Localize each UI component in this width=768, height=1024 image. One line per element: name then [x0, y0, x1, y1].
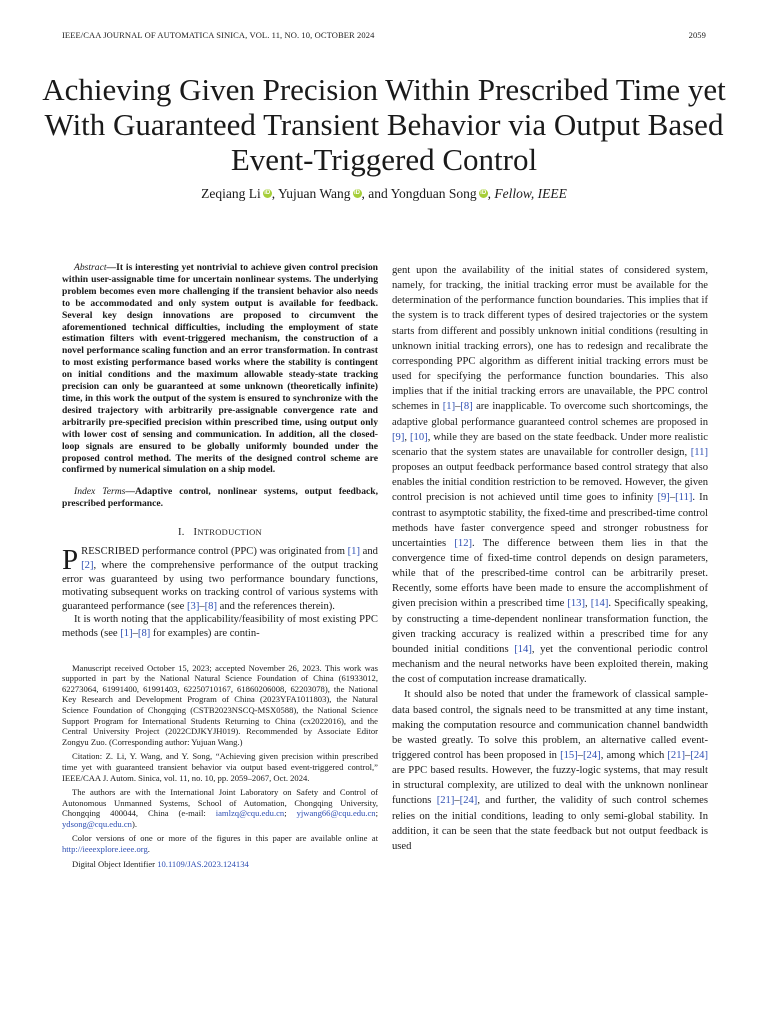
citation-link[interactable]: [1] — [120, 627, 133, 639]
citation-link[interactable]: [8] — [204, 600, 218, 612]
doi-link[interactable]: 10.1109/JAS.2023.124134 — [157, 858, 249, 869]
citation-link[interactable]: [14] — [514, 643, 532, 655]
citation-link[interactable]: [14] — [590, 598, 609, 610]
citation-link[interactable]: [8] — [137, 627, 151, 639]
orcid-icon[interactable]: iD — [480, 190, 487, 196]
citation-link[interactable]: [3] — [187, 600, 200, 612]
citation-link[interactable]: [21] — [436, 795, 455, 807]
body-paragraph: gent upon the availability of the initial states of considered system, namely, for tracking, the initial tracking error must be available for the determination of the performance function boundaries. This implies that if the system is to track different types of desired trajectories or the system starts from different and possibly unknown initial conditions (resulting in unknown initial tracking errors), one has to redesign and recalibrate the corresponding PPC algorithm as different initial tracking errors must be used for specifying the performance function boundaries. This also implies that if the initial tracking errors are unavailable, the PPC control schemes in [1]–[8] are inapplicable. To overcome such shortcomings, the adaptive global performance guaranteed control schemes are proposed in [9], [10], while they are based on the state feedback. Under more realistic scenario that the system states are unavailable for controller design, [11] proposes an output feedback performance based control strategy that also enables the initial condition restriction to be removed. However, the given control precision is not achieved until time goes to infinity [9]–[11]. In contrast to asymptotic stability, the fixed-time and prescribed-time control methods have faster convergence speed and stronger robustness for uncertainties [12]. The difference between them lies in that the convergence time of fixed-time control depends on design parameters, while that of the prescribed-time control can be arbitrarily preset. Recently, some efforts have been made to ensure the accomplishment of given precision within a prescribed time [13], [14]. Specifically speaking, by constructing a time-dependent nonlinear transformation function, the given tracking accuracy is realized within a prescribed time for any bounded initial conditions [14], yet the conventional periodic control mechanism and the neural networks have been exploited therein, making the cost of computation increase dramatically. — [392, 265, 709, 686]
citation-link[interactable]: [24] — [583, 750, 601, 761]
index-terms-lead: Index Terms — [74, 486, 126, 498]
ieeexplore-link[interactable]: http://ieeexplore.ieee.org — [62, 844, 148, 855]
citation-link[interactable]: [24] — [690, 750, 708, 761]
orcid-icon[interactable]: iD — [354, 190, 360, 196]
author-name: Zeqiang Li — [201, 186, 261, 201]
right-column — [392, 263, 708, 854]
footnote-affiliation: The authors are with the International Joint Laboratory on Safety and Control of Autonomous Unmanned Systems, School of Automation, Chongqing University, Chongqing 400044, China (e-mail: iamlzq@cqu.edu.cn; yjwang66@cqu.edu.cn; ydsong@cqu.edu.cn). — [62, 787, 378, 829]
citation-link[interactable]: [9] — [392, 431, 405, 443]
intro-paragraph: It is worth noting that the applicability/feasibility of most existing PPC methods (see [1]–[8] for examples) are contin- — [62, 614, 378, 639]
footnote-color: Color versions of one or more of the figures in this paper are available online at http://ieeexplore.ieee.org. — [62, 833, 378, 855]
citation-link[interactable]: [11] — [690, 446, 708, 458]
citation-link[interactable]: [9] — [657, 492, 670, 504]
citation-link[interactable]: [13] — [567, 598, 586, 610]
citation-link[interactable]: [1] — [442, 401, 456, 413]
index-terms — [62, 486, 378, 510]
footnote-doi: Digital Object Identifier 10.1109/JAS.2023.124134 — [72, 858, 249, 869]
email-link[interactable]: yjwang66@cqu.edu.cn — [296, 808, 376, 819]
fellow-title: Fellow, IEEE — [494, 186, 567, 201]
citation-link[interactable]: [8] — [460, 401, 473, 413]
citation-link[interactable]: [2] — [81, 560, 94, 572]
citation-link[interactable]: [10] — [410, 431, 428, 443]
body-paragraph: It should also be noted that under the framework of classical sample-data based control, the signals need to be transmitted at any time instant, making the computation resource and communication channel bandwidth be wasted greatly. To solve this problem, an alternative called event-triggered control has been proposed in [15]–[24], among which [21]–[24] are PPC based results. However, the fuzzy-logic systems, that may result in structural complexity, are utilized to deal with the unknown nonlinear functions [21]–[24], and further, the validity of such control schemes relies on the initial conditions, leading to only semi-global stability. In addition, it can be seen that the state feedback but not output feedback is used — [392, 689, 709, 852]
footnote-citation: Citation: Z. Li, Y. Wang, and Y. Song, “Achieving given precision within prescribed time yet with guaranteed transient behavior via output based event-triggered control,” IEEE/CAA J. Autom. Sinica, vol. 11, no. 10, pp. 2059–2067, Oct. 2024. — [62, 751, 378, 783]
abstract-lead: Abstract — [74, 262, 107, 273]
citation-link[interactable]: [21] — [667, 750, 686, 761]
orcid-icon[interactable]: iD — [264, 190, 271, 196]
author-name: Yujuan Wang — [277, 186, 351, 201]
footnote-manuscript: Manuscript received October 15, 2023; accepted November 26, 2023. This work was supported in part by the National Natural Science Foundation of China (61933012, 62273064, 61991400, 61991403, 62250710167, 61860206008, 62203078), the National Key Research and Development Program of China (2023YFA1011803), the Natural Science Foundation of Chongqing (CSTB2023NSCQ-MSX0588), the National Science Support Program for International Students Returning to China (cx2022016), and the Central University Project (2022CDJKYJH019). Recommended by Associate Editor Zongyu Zuo. (Corresponding author: Yujuan Wang.) — [62, 662, 378, 747]
citation-link[interactable]: [15] — [560, 750, 578, 761]
author-line: Zeqiang Li iD , Yujuan Wang iD , and Yongduan Song iD , Fellow, IEEE — [201, 186, 567, 201]
page-number: 2059 — [688, 30, 706, 40]
journal-name: IEEE/CAA JOURNAL OF AUTOMATICA SINICA, VOL. 11, NO. 10, OCTOBER 2024 — [62, 30, 375, 40]
email-link[interactable]: ydsong@cqu.edu.cn — [62, 818, 132, 829]
citation-link[interactable]: [1] — [347, 546, 360, 558]
paper-title: Achieving Given Precision Within Prescribed Time yet With Guaranteed Transient Behavior via Output Based Event-Triggered Control — [42, 72, 726, 177]
section-heading-introduction: I. INTRODUCTION — [178, 527, 262, 539]
abstract-text: —It is interesting yet nontrivial to achieve given control precision within user-assignable time for uncertain nonlinear systems. The underlying problem becomes even more challenging if the transient behavior also needs to be accommodated and only system output is available for feedback. Several key design innovations are proposed to circumvent the aforementioned technical difficulties, including the employment of state estimation filters with event-triggered mechanism, the construction of a novel performance scaling function and an error transformation. In contrast to most existing performance based works where the stability is contingent on initial conditions and the maximum allowable steady-state tracking precision can only be guaranteed at some unknown (theoretically infinite) time, in this work the output of the system is ensured to synchronize with the desired trajectory with arbitrarily pre-assignable convergence rate and arbitrarily pre-specified precision within prescribed time, using output only with lower cost of sensing and communication. In addition, all the closed-loop signals are ensured to be globally uniformly bounded under the proposed control method. The merits of the designed control scheme are confirmed by numerical simulation on a ship model. — [62, 262, 378, 476]
index-terms-text: —Adaptive control, nonlinear systems, output feedback, prescribed performance. — [62, 486, 378, 510]
email-link[interactable]: iamlzq@cqu.edu.cn — [215, 808, 285, 819]
left-column — [62, 262, 378, 873]
running-header — [62, 30, 706, 40]
author-name: Yongduan Song — [390, 186, 477, 201]
footnotes — [62, 663, 378, 870]
citation-link[interactable]: [11] — [675, 492, 693, 504]
citation-link[interactable]: [12] — [454, 537, 473, 549]
abstract — [62, 262, 378, 476]
citation-link[interactable]: [24] — [459, 795, 478, 807]
intro-paragraph: PRESCRIBED performance control (PPC) was originated from [1] and [2], where the comprehensive performance of the output tracking error was guaranteed by using two performance boundary functions, motivating subsequent works on tracking control of various systems with guaranteed performance (see [3]–[8] and the references therein). — [62, 544, 378, 612]
drop-cap: P — [62, 544, 79, 577]
